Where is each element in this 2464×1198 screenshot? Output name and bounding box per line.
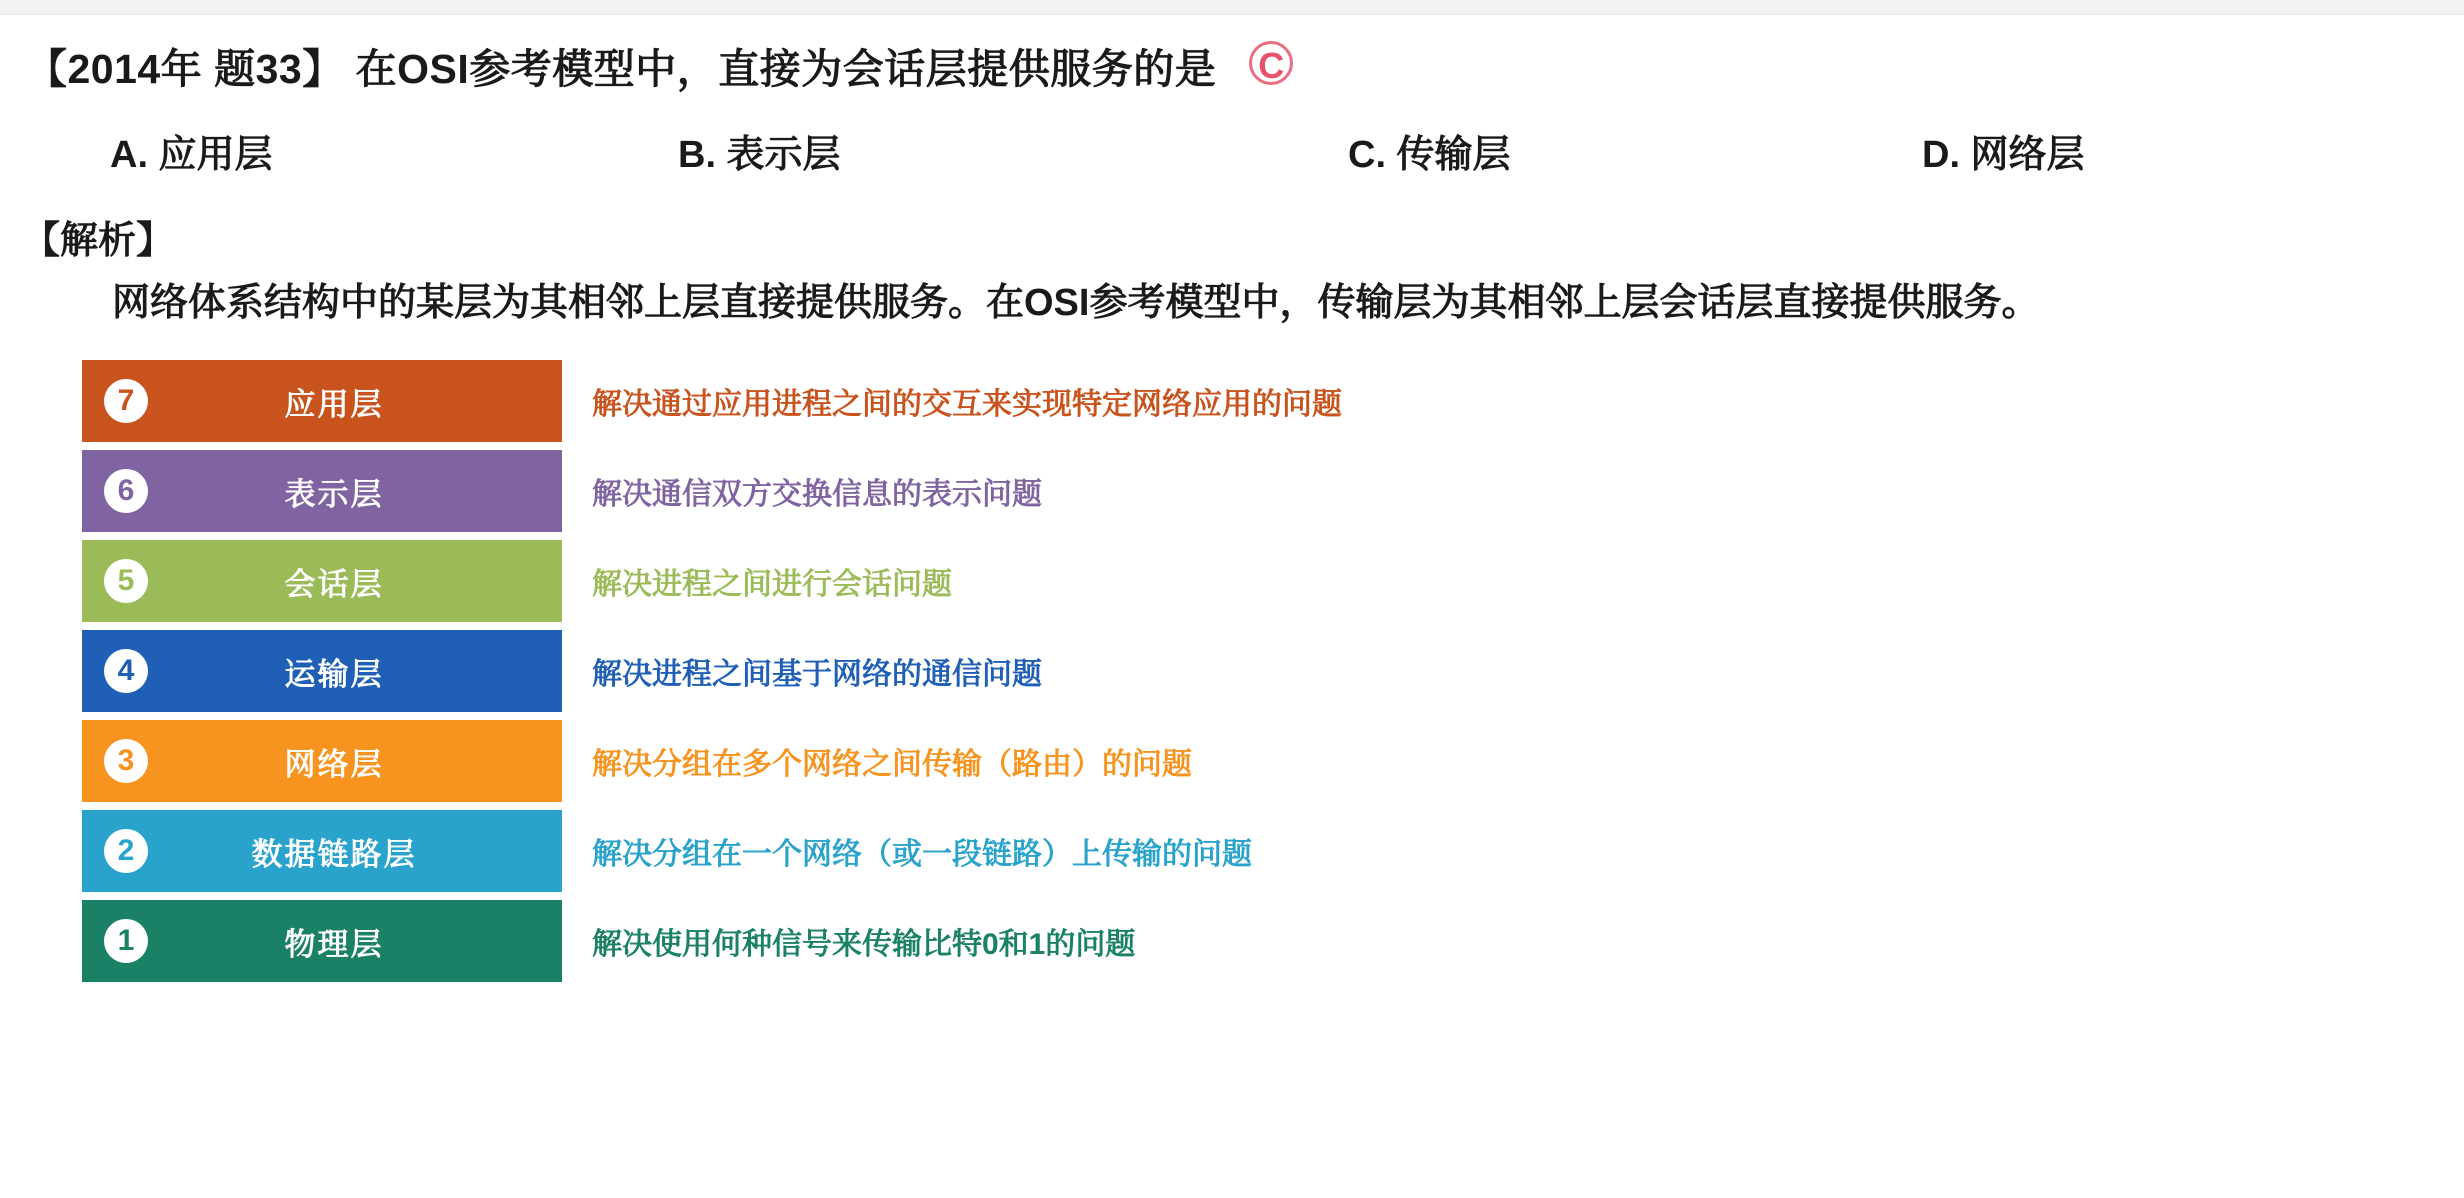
osi-desc-3: 解决分组在多个网络之间传输（路由）的问题	[592, 748, 1192, 782]
osi-desc-1: 解决使用何种信号来传输比特0和1的问题	[592, 928, 1136, 962]
osi-number-4: 4	[104, 649, 148, 693]
option-c: C. 传输层	[1348, 134, 1511, 176]
osi-number-2: 2	[104, 829, 148, 873]
top-strip	[0, 0, 2464, 15]
osi-name-3: 网络层	[284, 746, 384, 782]
answer-mark: C	[1258, 44, 1285, 86]
analysis-title: 【解析】	[22, 220, 175, 262]
osi-number-6: 6	[104, 469, 148, 513]
osi-layer-table	[82, 356, 2382, 986]
osi-name-4: 运输层	[284, 656, 384, 692]
table-row	[82, 806, 2382, 896]
osi-desc-2: 解决分组在一个网络（或一段链路）上传输的问题	[592, 838, 1252, 872]
osi-name-6: 表示层	[284, 476, 384, 512]
table-row	[82, 536, 2382, 626]
analysis-body: 网络体系结构中的某层为其相邻上层直接提供服务。在OSI参考模型中，传输层为其相邻上层会话层直接提供服务。	[112, 282, 2040, 324]
osi-bar-5	[82, 540, 562, 622]
osi-desc-6: 解决通信双方交换信息的表示问题	[592, 478, 1042, 512]
osi-bar-2	[82, 810, 562, 892]
question-line	[0, 14, 2464, 95]
osi-name-2: 数据链路层	[251, 836, 417, 872]
osi-desc-4: 解决进程之间基于网络的通信问题	[592, 658, 1042, 692]
option-d: D. 网络层	[1922, 134, 2085, 176]
table-row	[82, 896, 2382, 986]
osi-number-3: 3	[104, 739, 148, 783]
table-row	[82, 446, 2382, 536]
option-b: B. 表示层	[678, 134, 841, 176]
osi-bar-1	[82, 900, 562, 982]
osi-number-7: 7	[104, 379, 148, 423]
option-a: A. 应用层	[110, 134, 273, 176]
table-row	[82, 626, 2382, 716]
osi-name-7: 应用层	[284, 386, 384, 422]
table-row	[82, 716, 2382, 806]
question-text: 【2014年 题33】 在OSI参考模型中，直接为会话层提供服务的是	[26, 46, 1217, 92]
slide-page	[0, 14, 2464, 986]
osi-number-1: 1	[104, 919, 148, 963]
osi-name-1: 物理层	[284, 926, 384, 962]
osi-bar-7	[82, 360, 562, 442]
osi-name-5: 会话层	[284, 566, 384, 602]
table-row	[82, 356, 2382, 446]
osi-number-5: 5	[104, 559, 148, 603]
osi-desc-7: 解决通过应用进程之间的交互来实现特定网络应用的问题	[592, 388, 1342, 422]
options-row	[0, 123, 2464, 197]
osi-bar-3	[82, 720, 562, 802]
osi-desc-5: 解决进程之间进行会话问题	[592, 568, 952, 602]
osi-bar-6	[82, 450, 562, 532]
osi-bar-4	[82, 630, 562, 712]
